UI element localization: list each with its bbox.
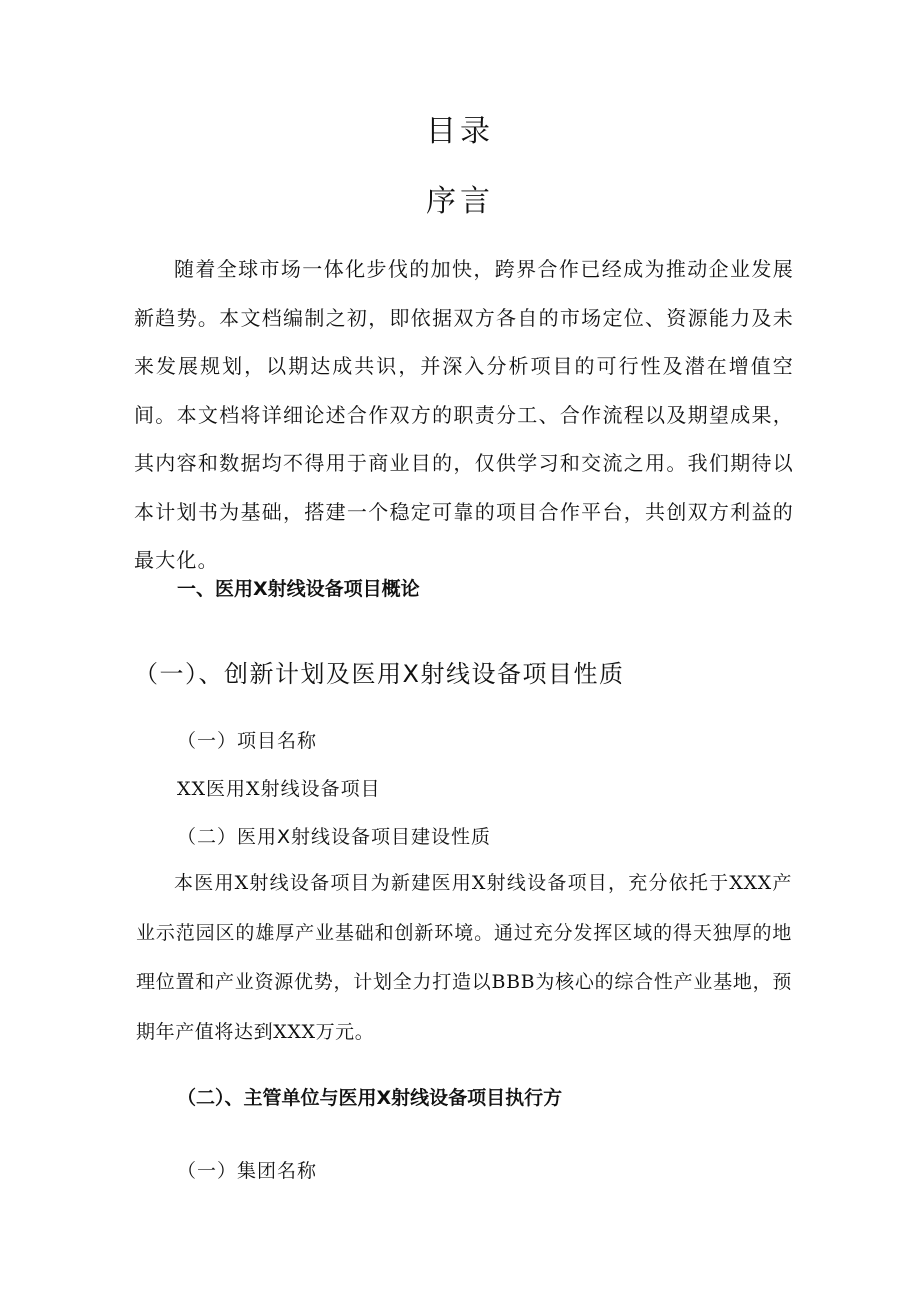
- section-heading-1: 一、医用X射线设备项目概论: [177, 578, 420, 600]
- item-heading-group-name: （一）集团名称: [177, 1160, 318, 1182]
- subsection-heading-1-1: （一）、创新计划及医用X射线设备项目性质: [134, 660, 625, 688]
- item-heading-project-name: （一）项目名称: [177, 730, 318, 752]
- preface-paragraph: 随着全球市场一体化步伐的加快，跨界合作已经成为推动企业发展新趋势。本文档编制之初，即依据双方各自的市场定位、资源能力及未来发展规划，以期达成共识，并深入分析项目的可行性及潜在增值空间。本文档将详细论述合作双方的职责分工、合作流程以及期望成果，其内容和数据均不得用于商业目的，仅供学习和交流之用。我们期待以本计划书为基础，搭建一个稳定可靠的项目合作平台，共创双方利益的最大化。: [134, 257, 794, 572]
- subsection-heading-1-2: （二）、主管单位与医用X射线设备项目执行方: [177, 1087, 563, 1109]
- toc-title: 目录: [426, 114, 494, 149]
- project-name-value: XX医用X射线设备项目: [177, 778, 381, 800]
- construction-nature-paragraph: 本医用X射线设备项目为新建医用X射线设备项目，充分依托于XXX产业示范园区的雄厚产业基础和创新环境。通过充分发挥区域的得天独厚的地理位置和产业资源优势，计划全力打造以BBB为核心的综合性产业基地，预期年产值将达到XXX万元。: [136, 872, 792, 1043]
- item-heading-construction-nature: （二）医用X射线设备项目建设性质: [177, 826, 492, 848]
- preface-title: 序言: [426, 184, 494, 219]
